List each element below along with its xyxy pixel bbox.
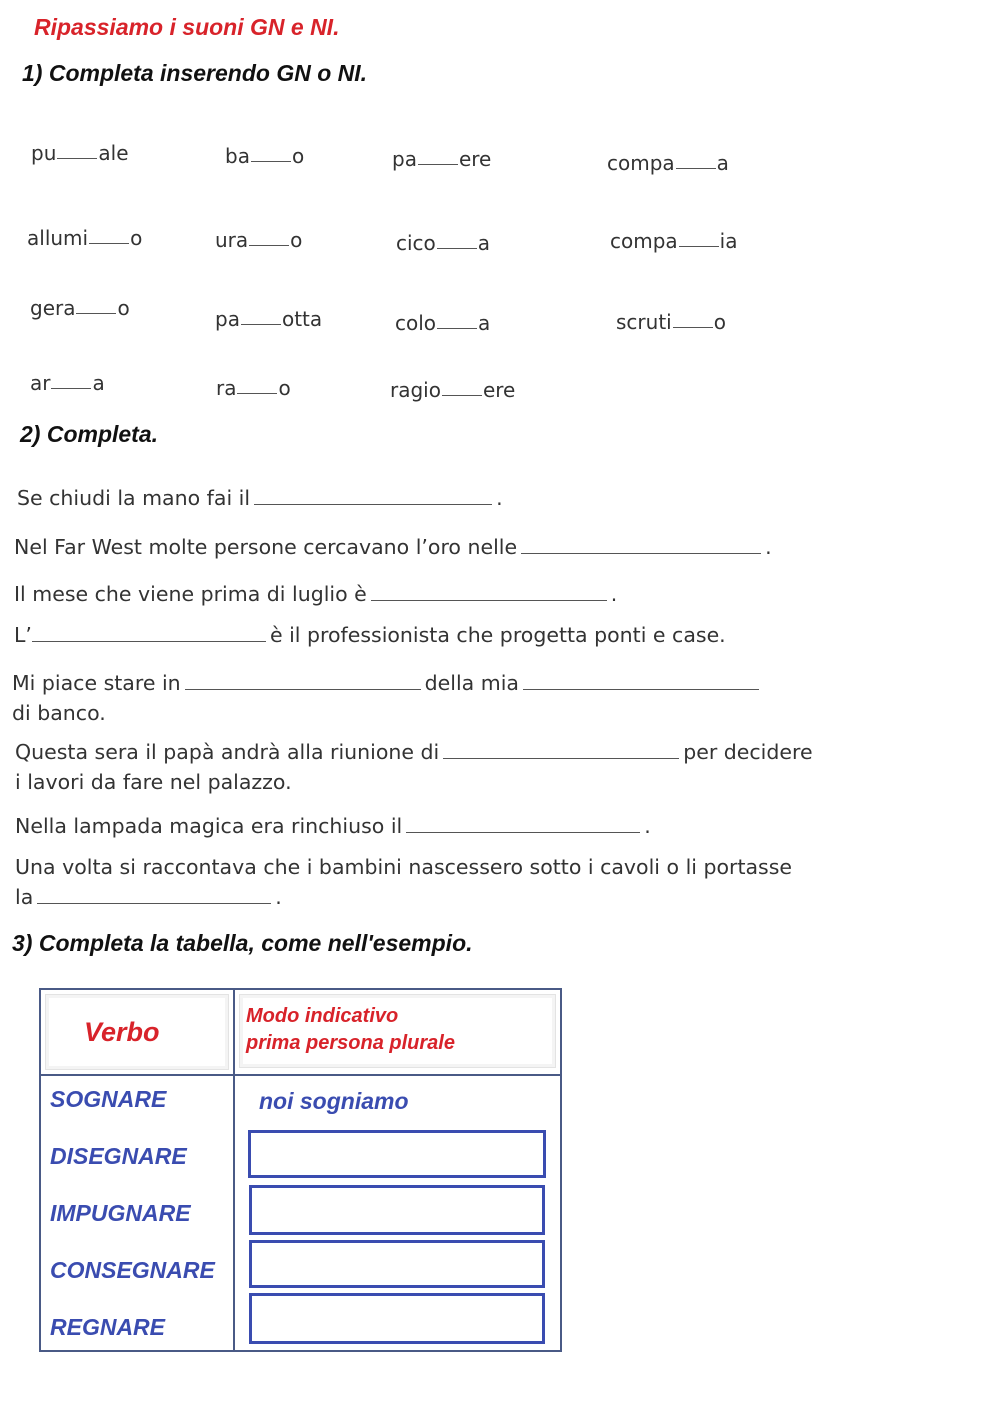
sentence-5-line2: di banco. xyxy=(12,701,106,725)
verb-item: DISEGNARE xyxy=(50,1143,187,1169)
word-suffix: o xyxy=(278,376,291,400)
sentence-5-text: Mi piace stare in xyxy=(12,671,181,695)
word-item xyxy=(215,307,322,331)
word-prefix: ra xyxy=(216,376,237,400)
sentence-5-mid: della mia xyxy=(424,671,519,695)
sentence-8-end: . xyxy=(275,885,282,909)
answer-box-consegnare[interactable] xyxy=(249,1240,545,1288)
word-blank[interactable] xyxy=(676,167,716,169)
word-prefix: colo xyxy=(395,311,437,335)
header-verb-cell xyxy=(40,989,234,1075)
word-blank[interactable] xyxy=(437,247,477,249)
sentence-7 xyxy=(15,814,651,838)
word-item xyxy=(27,226,142,250)
sentence-6-blank[interactable] xyxy=(443,757,679,759)
word-item xyxy=(607,151,729,175)
sentence-5 xyxy=(12,671,763,695)
word-blank[interactable] xyxy=(241,323,281,325)
sentence-5-blank-1[interactable] xyxy=(185,688,421,690)
word-prefix: ar xyxy=(30,371,51,395)
answer-box-disegnare[interactable] xyxy=(248,1130,546,1178)
sentence-4-text: L’ xyxy=(14,623,32,647)
word-blank[interactable] xyxy=(237,392,277,394)
sentence-3 xyxy=(14,582,617,606)
header-mode-line2: prima persona plurale xyxy=(246,1032,455,1054)
word-prefix: scruti xyxy=(616,310,672,334)
answer-box-impugnare[interactable] xyxy=(249,1185,545,1235)
verb-table xyxy=(39,988,562,1352)
word-blank[interactable] xyxy=(57,157,97,159)
sentence-2-blank[interactable] xyxy=(521,552,761,554)
example-answer: noi sogniamo xyxy=(259,1088,409,1114)
verb-item: IMPUGNARE xyxy=(50,1200,191,1226)
header-mode-cell xyxy=(234,989,561,1075)
exercise2-heading: 2) Completa. xyxy=(20,421,159,447)
word-prefix: pa xyxy=(215,307,240,331)
word-blank[interactable] xyxy=(673,326,713,328)
word-blank[interactable] xyxy=(418,163,458,165)
exercise1-heading: 1) Completa inserendo GN o NI. xyxy=(22,60,368,86)
sentence-7-text: Nella lampada magica era rinchiuso il xyxy=(15,814,403,838)
word-suffix: a xyxy=(92,371,105,395)
word-blank[interactable] xyxy=(76,312,116,314)
word-prefix: pa xyxy=(392,147,417,171)
sentence-1-blank[interactable] xyxy=(254,503,492,505)
sentence-6-line2: i lavori da fare nel palazzo. xyxy=(15,770,292,794)
word-prefix: allumi xyxy=(27,226,89,250)
word-suffix: a xyxy=(716,151,729,175)
word-item xyxy=(392,147,491,171)
exercise3-heading: 3) Completa la tabella, come nell'esempio. xyxy=(12,930,473,956)
sentence-7-blank[interactable] xyxy=(406,831,640,833)
word-prefix: gera xyxy=(30,296,76,320)
word-blank[interactable] xyxy=(51,387,91,389)
word-item xyxy=(225,144,304,168)
word-blank[interactable] xyxy=(249,244,289,246)
sentence-1 xyxy=(17,486,503,510)
word-item xyxy=(396,231,490,255)
sentence-7-end: . xyxy=(644,814,651,838)
sentence-6-end: per decidere xyxy=(683,740,813,764)
sentence-4-end: è il professionista che progetta ponti e case. xyxy=(269,623,726,647)
word-item xyxy=(216,376,291,400)
answer-box-regnare[interactable] xyxy=(249,1293,545,1344)
sentence-8-blank[interactable] xyxy=(37,902,271,904)
page-title: Ripassiamo i suoni GN e NI. xyxy=(34,14,340,40)
word-prefix: compa xyxy=(610,229,678,253)
sentence-4-blank[interactable] xyxy=(32,640,266,642)
word-prefix: cico xyxy=(396,231,436,255)
word-suffix: o xyxy=(130,226,143,250)
word-suffix: ale xyxy=(98,141,129,165)
sentence-6-text: Questa sera il papà andrà alla riunione di xyxy=(15,740,440,764)
word-blank[interactable] xyxy=(442,394,482,396)
word-suffix: ere xyxy=(482,378,516,402)
word-suffix: otta xyxy=(281,307,323,331)
header-mode-line1: Modo indicativo xyxy=(246,1005,399,1027)
sentence-2-text: Nel Far West molte persone cercavano l’oro nelle xyxy=(14,535,518,559)
word-blank[interactable] xyxy=(437,327,477,329)
word-prefix: compa xyxy=(607,151,675,175)
word-blank[interactable] xyxy=(89,242,129,244)
word-suffix: o xyxy=(713,310,726,334)
header-verb: Verbo xyxy=(45,994,229,1070)
word-item xyxy=(215,228,302,252)
word-prefix: ba xyxy=(225,144,250,168)
word-suffix: o xyxy=(290,228,303,252)
verb-item: SOGNARE xyxy=(50,1086,167,1112)
verb-item: CONSEGNARE xyxy=(50,1257,215,1283)
sentence-1-end: . xyxy=(496,486,503,510)
word-item xyxy=(30,371,105,395)
word-suffix: o xyxy=(117,296,130,320)
word-item xyxy=(30,296,130,320)
word-blank[interactable] xyxy=(679,245,719,247)
word-prefix: ura xyxy=(215,228,249,252)
word-suffix: a xyxy=(477,231,491,255)
sentence-4 xyxy=(14,623,726,647)
sentence-3-blank[interactable] xyxy=(371,599,607,601)
word-suffix: ia xyxy=(719,229,738,253)
sentence-8: Una volta si raccontava che i bambini nascessero sotto i cavoli o li portasse xyxy=(15,855,793,879)
verb-item: REGNARE xyxy=(50,1314,166,1340)
sentence-1-text: Se chiudi la mano fai il xyxy=(17,486,251,510)
word-suffix: o xyxy=(291,144,305,168)
sentence-8-line2 xyxy=(15,885,282,909)
word-item xyxy=(395,311,490,335)
word-item xyxy=(616,310,726,334)
verb-column xyxy=(40,1075,234,1351)
word-prefix: ragio xyxy=(390,378,441,402)
sentence-2 xyxy=(14,535,772,559)
word-suffix: a xyxy=(478,311,491,335)
word-blank[interactable] xyxy=(251,160,291,162)
sentence-8-text: la xyxy=(15,885,34,909)
word-item xyxy=(390,378,515,402)
sentence-3-end: . xyxy=(610,582,618,606)
answer-column xyxy=(234,1075,561,1351)
word-item xyxy=(610,229,737,253)
sentence-5-blank-2[interactable] xyxy=(523,688,759,690)
word-item xyxy=(31,141,129,165)
word-suffix: ere xyxy=(458,147,492,171)
sentence-2-end: . xyxy=(765,535,772,559)
word-prefix: pu xyxy=(31,141,57,165)
sentence-6 xyxy=(15,740,813,764)
header-mode xyxy=(239,994,556,1068)
sentence-3-text: Il mese che viene prima di luglio è xyxy=(14,582,367,606)
